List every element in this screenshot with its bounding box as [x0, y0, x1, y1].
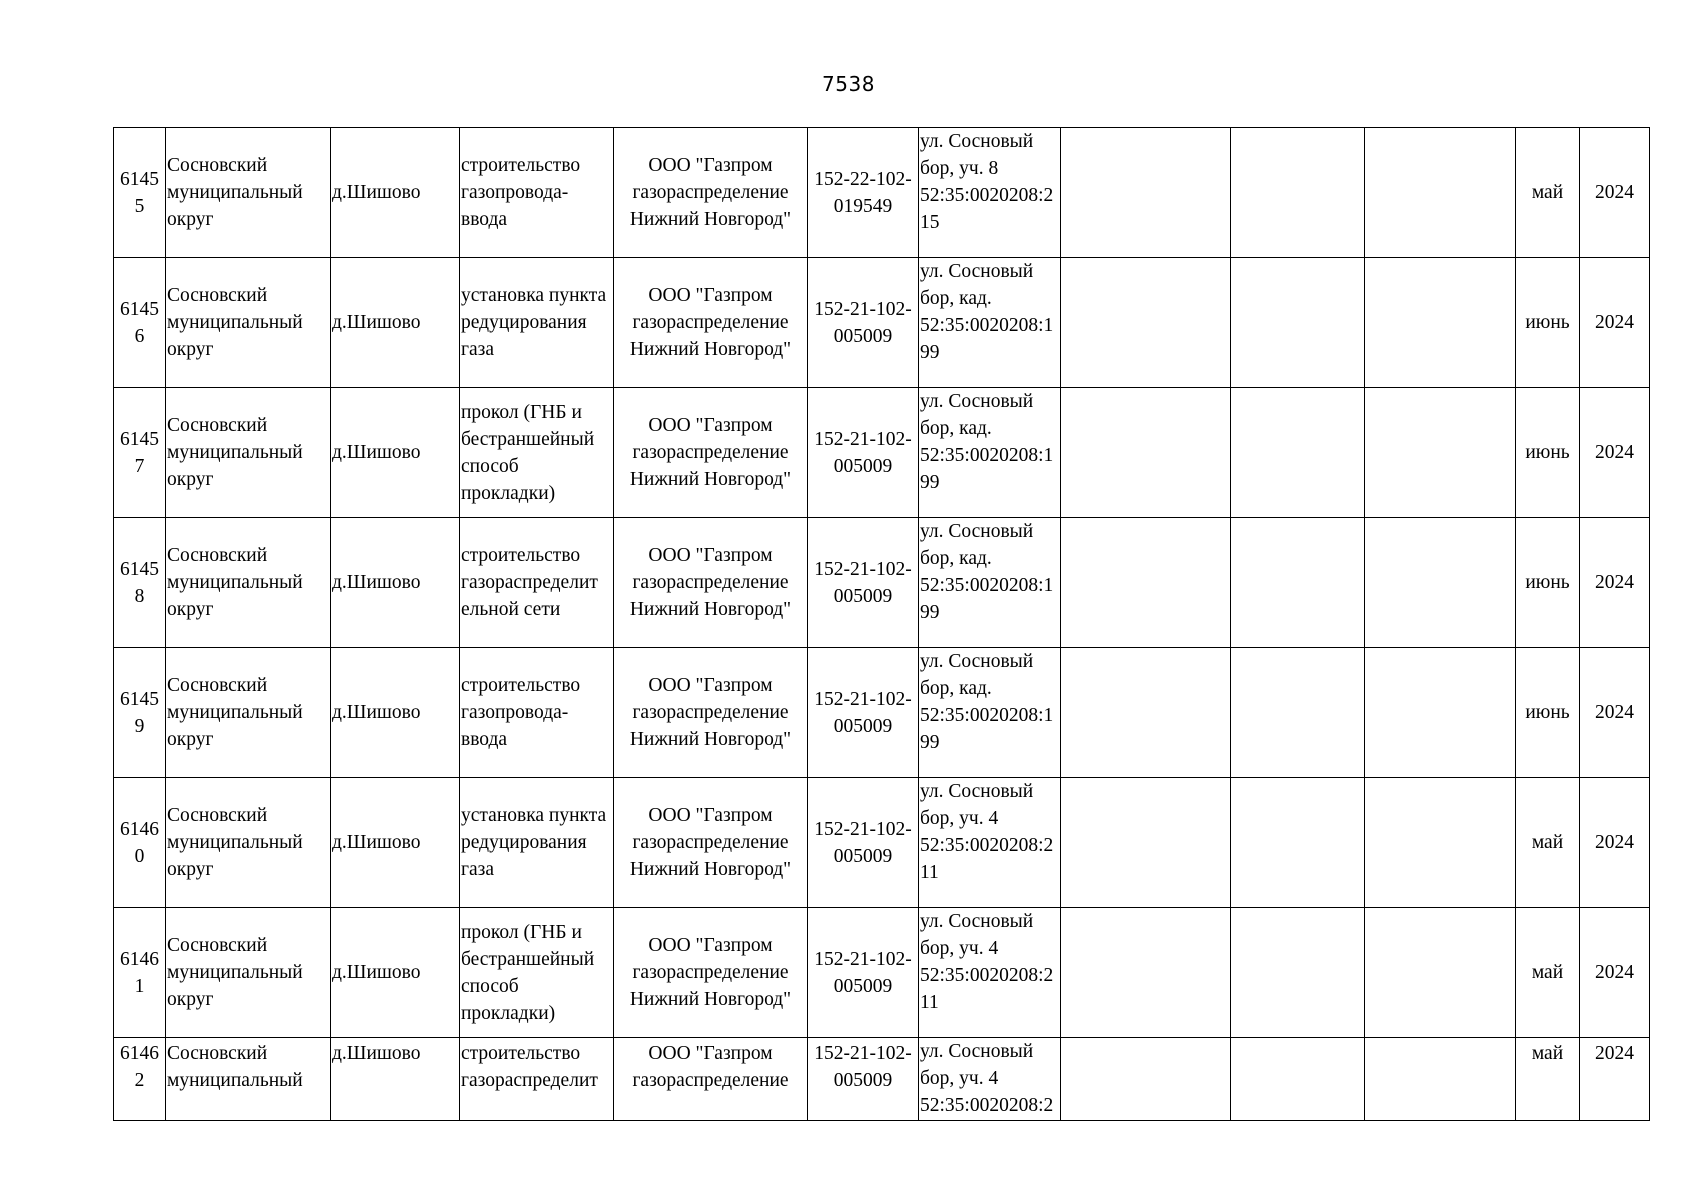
address-cell-text: ул. Сосновый бор, кад. 52:35:0020208:1 99 [920, 651, 1054, 753]
work-type-cell [460, 778, 614, 908]
district-cell-text: Сосновский муниципальный округ [167, 675, 303, 750]
empty-cell [1061, 258, 1231, 388]
row-number-text: 6145 5 [120, 168, 159, 217]
month-cell [1516, 908, 1580, 1038]
organization-cell-text: ООО "Газпром газораспределение Нижний Новгород" [629, 155, 792, 230]
code-cell [808, 388, 919, 518]
table-row [114, 258, 1650, 388]
empty-cell [1231, 128, 1365, 258]
table-row [114, 778, 1650, 908]
organization-cell-text: ООО "Газпром газораспределение Нижний Новгород" [629, 935, 792, 1010]
district-cell [166, 388, 331, 518]
district-cell [166, 258, 331, 388]
empty-cell [1061, 778, 1231, 908]
year-cell [1580, 258, 1650, 388]
empty-cell [1061, 518, 1231, 648]
empty-cell [1061, 388, 1231, 518]
year-cell-text: 2024 [1595, 442, 1634, 463]
work-type-cell-text: строительство газораспределит [461, 1043, 598, 1091]
empty-cell [1231, 778, 1365, 908]
address-cell-text: ул. Сосновый бор, кад. 52:35:0020208:1 99 [920, 521, 1054, 623]
district-cell-text: Сосновский муниципальный округ [167, 155, 303, 230]
table-row [114, 1038, 1650, 1121]
row-number [114, 778, 166, 908]
empty-cell [1365, 908, 1516, 1038]
year-cell-text: 2024 [1595, 182, 1634, 203]
work-type-cell [460, 648, 614, 778]
district-cell-text: Сосновский муниципальный округ [167, 935, 303, 1010]
empty-cell [1365, 778, 1516, 908]
work-type-cell-text: строительство газопровода- ввода [461, 155, 581, 230]
village-cell [331, 778, 460, 908]
table-body [114, 128, 1650, 1121]
month-cell-text: июнь [1525, 572, 1570, 593]
table-row [114, 128, 1650, 258]
address-cell [919, 1038, 1061, 1121]
district-cell [166, 518, 331, 648]
month-cell [1516, 128, 1580, 258]
organization-cell [614, 778, 808, 908]
work-type-cell-text: строительство газопровода- ввода [461, 675, 581, 750]
code-cell [808, 908, 919, 1038]
empty-cell [1365, 1038, 1516, 1121]
address-cell-text: ул. Сосновый бор, уч. 4 52:35:0020208:2 [920, 1041, 1054, 1116]
empty-cell [1231, 518, 1365, 648]
district-cell [166, 1038, 331, 1121]
year-cell [1580, 388, 1650, 518]
village-cell [331, 258, 460, 388]
row-number [114, 128, 166, 258]
work-type-cell-text: установка пункта редуцирования газа [461, 285, 607, 360]
village-cell [331, 388, 460, 518]
work-type-cell-text: прокол (ГНБ и бестраншейный способ прокладки) [461, 401, 595, 504]
empty-cell [1231, 258, 1365, 388]
address-cell-text: ул. Сосновый бор, кад. 52:35:0020208:1 99 [920, 391, 1054, 493]
row-number-text: 6146 0 [120, 818, 159, 867]
organization-cell-text: ООО "Газпром газораспределение [632, 1043, 789, 1091]
table-row [114, 518, 1650, 648]
year-cell [1580, 1038, 1650, 1121]
year-cell-text: 2024 [1595, 572, 1634, 593]
organization-cell [614, 648, 808, 778]
address-cell-text: ул. Сосновый бор, уч. 8 52:35:0020208:2 15 [920, 131, 1054, 233]
work-type-cell-text: прокол (ГНБ и бестраншейный способ прокладки) [461, 921, 595, 1024]
code-cell [808, 518, 919, 648]
code-cell [808, 128, 919, 258]
row-number [114, 648, 166, 778]
empty-cell [1061, 128, 1231, 258]
year-cell [1580, 908, 1650, 1038]
organization-cell-text: ООО "Газпром газораспределение Нижний Новгород" [629, 675, 792, 750]
district-cell [166, 778, 331, 908]
empty-cell [1061, 648, 1231, 778]
year-cell [1580, 518, 1650, 648]
code-cell-text: 152-21-102- 005009 [814, 1043, 912, 1091]
row-number-text: 6146 2 [120, 1043, 159, 1091]
village-cell [331, 908, 460, 1038]
work-type-cell-text: строительство газораспределит ельной сети [461, 545, 598, 620]
work-type-cell [460, 128, 614, 258]
year-cell-text: 2024 [1595, 962, 1634, 983]
code-cell-text: 152-21-102- 005009 [814, 558, 912, 607]
month-cell [1516, 258, 1580, 388]
organization-cell [614, 518, 808, 648]
district-cell-text: Сосновский муниципальный округ [167, 285, 303, 360]
table-row [114, 648, 1650, 778]
village-cell-text: д.Шишово [332, 962, 421, 983]
organization-cell-text: ООО "Газпром газораспределение Нижний Новгород" [629, 545, 792, 620]
row-number-text: 6145 7 [120, 428, 159, 477]
district-cell-text: Сосновский муниципальный округ [167, 805, 303, 880]
empty-cell [1365, 518, 1516, 648]
organization-cell [614, 258, 808, 388]
code-cell-text: 152-21-102- 005009 [814, 948, 912, 997]
district-cell [166, 128, 331, 258]
code-cell [808, 1038, 919, 1121]
work-type-cell-text: установка пункта редуцирования газа [461, 805, 607, 880]
village-cell-text: д.Шишово [332, 832, 421, 853]
empty-cell [1231, 1038, 1365, 1121]
month-cell [1516, 648, 1580, 778]
code-cell [808, 778, 919, 908]
address-cell [919, 128, 1061, 258]
work-type-cell [460, 388, 614, 518]
village-cell-text: д.Шишово [332, 312, 421, 333]
code-cell [808, 258, 919, 388]
district-cell [166, 908, 331, 1038]
year-cell-text: 2024 [1595, 832, 1634, 853]
row-number [114, 518, 166, 648]
year-cell-text: 2024 [1595, 702, 1634, 723]
organization-cell [614, 128, 808, 258]
table-row [114, 388, 1650, 518]
work-type-cell [460, 908, 614, 1038]
page-number: 7538 [822, 72, 875, 96]
district-cell-text: Сосновский муниципальный округ [167, 545, 303, 620]
organization-cell [614, 1038, 808, 1121]
address-cell [919, 648, 1061, 778]
year-cell-text: 2024 [1595, 312, 1634, 333]
village-cell [331, 128, 460, 258]
village-cell-text: д.Шишово [332, 572, 421, 593]
address-cell [919, 778, 1061, 908]
row-number [114, 388, 166, 518]
address-cell-text: ул. Сосновый бор, уч. 4 52:35:0020208:2 11 [920, 911, 1054, 1013]
code-cell-text: 152-21-102- 005009 [814, 428, 912, 477]
code-cell-text: 152-22-102- 019549 [814, 168, 912, 217]
empty-cell [1231, 648, 1365, 778]
district-cell-text: Сосновский муниципальный округ [167, 415, 303, 490]
organization-cell-text: ООО "Газпром газораспределение Нижний Новгород" [629, 415, 792, 490]
month-cell [1516, 518, 1580, 648]
row-number-text: 6145 9 [120, 688, 159, 737]
empty-cell [1061, 908, 1231, 1038]
row-number [114, 258, 166, 388]
address-cell [919, 388, 1061, 518]
month-cell-text: май [1531, 182, 1564, 203]
district-cell-text: Сосновский муниципальный [167, 1043, 303, 1091]
month-cell [1516, 388, 1580, 518]
empty-cell [1365, 258, 1516, 388]
organization-cell-text: ООО "Газпром газораспределение Нижний Новгород" [629, 285, 792, 360]
empty-cell [1365, 128, 1516, 258]
year-cell [1580, 778, 1650, 908]
empty-cell [1365, 648, 1516, 778]
row-number [114, 1038, 166, 1121]
row-number [114, 908, 166, 1038]
village-cell-text: д.Шишово [332, 1043, 421, 1064]
code-cell-text: 152-21-102- 005009 [814, 818, 912, 867]
year-cell [1580, 648, 1650, 778]
empty-cell [1231, 388, 1365, 518]
work-type-cell [460, 258, 614, 388]
district-cell [166, 648, 331, 778]
month-cell [1516, 1038, 1580, 1121]
month-cell [1516, 778, 1580, 908]
month-cell-text: июнь [1525, 442, 1570, 463]
empty-cell [1365, 388, 1516, 518]
code-cell-text: 152-21-102- 005009 [814, 298, 912, 347]
code-cell-text: 152-21-102- 005009 [814, 688, 912, 737]
organization-cell [614, 388, 808, 518]
address-cell-text: ул. Сосновый бор, кад. 52:35:0020208:1 99 [920, 261, 1054, 363]
village-cell-text: д.Шишово [332, 442, 421, 463]
organization-cell [614, 908, 808, 1038]
village-cell-text: д.Шишово [332, 702, 421, 723]
work-type-cell [460, 1038, 614, 1121]
address-cell [919, 258, 1061, 388]
table-row [114, 908, 1650, 1038]
work-type-cell [460, 518, 614, 648]
empty-cell [1061, 1038, 1231, 1121]
document-table [113, 127, 1650, 1121]
address-cell-text: ул. Сосновый бор, уч. 4 52:35:0020208:2 11 [920, 781, 1054, 883]
year-cell [1580, 128, 1650, 258]
row-number-text: 6145 6 [120, 298, 159, 347]
village-cell [331, 1038, 460, 1121]
organization-cell-text: ООО "Газпром газораспределение Нижний Новгород" [629, 805, 792, 880]
empty-cell [1231, 908, 1365, 1038]
address-cell [919, 518, 1061, 648]
month-cell-text: май [1531, 832, 1564, 853]
village-cell-text: д.Шишово [332, 182, 421, 203]
village-cell [331, 648, 460, 778]
address-cell [919, 908, 1061, 1038]
village-cell [331, 518, 460, 648]
month-cell-text: май [1531, 1043, 1564, 1064]
code-cell [808, 648, 919, 778]
year-cell-text: 2024 [1595, 1043, 1634, 1064]
row-number-text: 6145 8 [120, 558, 159, 607]
month-cell-text: май [1531, 962, 1564, 983]
row-number-text: 6146 1 [120, 948, 159, 997]
month-cell-text: июнь [1525, 702, 1570, 723]
month-cell-text: июнь [1525, 312, 1570, 333]
